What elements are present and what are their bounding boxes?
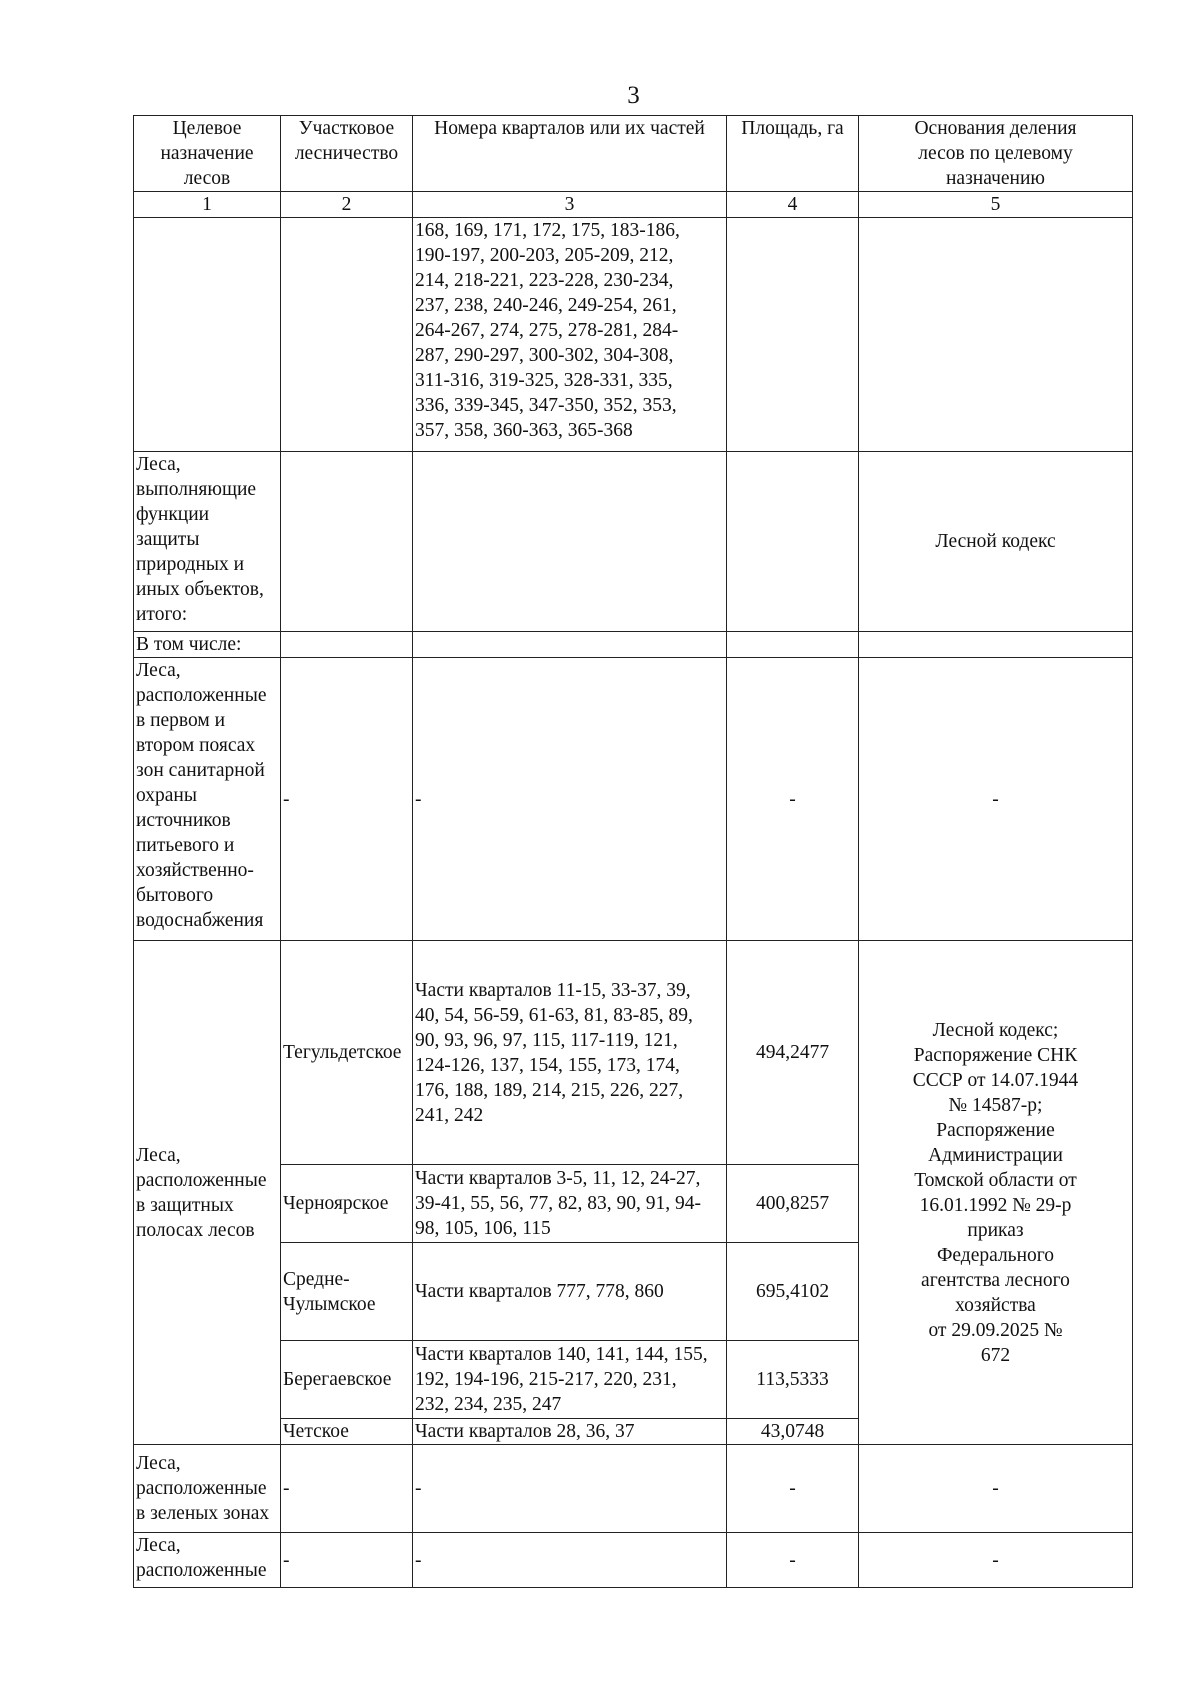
quarters-cell: Части кварталов 28, 36, 37 [413,1419,727,1445]
basis-cell: Лесной кодекс [859,452,1133,632]
quarters-cell: Части кварталов 3-5, 11, 12, 24-27, 39-41, 55, 56, 77, 82, 83, 90, 91, 94- 98, 105, 106, 115 [413,1165,727,1243]
basis-cell: - [859,1445,1133,1533]
forestry-cell: - [281,658,413,941]
quarters-cell: - [413,658,727,941]
basis-cell: - [859,1533,1133,1588]
header-basis: Основания деления лесов по целевому назначению [859,116,1133,192]
quarters-cell [413,632,727,658]
quarters-cell: 168, 169, 171, 172, 175, 183-186, 190-197, 200-203, 205-209, 212, 214, 218-221, 223-228, 230-234, 237, 238, 240-246, 249-254, 261, 264-267, 274, 275, 278-281, 284- 287, 290-297, 300-302, 304-308, 311-316, 319-325, 328-331, 335, 336, 339-345, 347-350, 352, 353, 357, 358, 360-363, 365-368 [413,218,727,452]
page-number: 3 [627,82,640,109]
area-cell: 400,8257 [727,1165,859,1243]
forestry-cell [281,452,413,632]
quarters-cell: Части кварталов 777, 778, 860 [413,1243,727,1341]
column-number: 3 [413,192,727,218]
forestry-cell: - [281,1445,413,1533]
quarters-cell [413,452,727,632]
forestry-cell: Средне- Чулымское [281,1243,413,1341]
area-cell [727,632,859,658]
forestry-cell [281,632,413,658]
column-number: 4 [727,192,859,218]
area-cell: - [727,1533,859,1588]
table-row [134,1533,1133,1588]
area-cell: 695,4102 [727,1243,859,1341]
forestry-cell: Черноярское [281,1165,413,1243]
forestry-cell: - [281,1533,413,1588]
quarters-cell: Части кварталов 140, 141, 144, 155, 192, 194-196, 215-217, 220, 231, 232, 234, 235, 247 [413,1341,727,1419]
header-area: Площадь, га [727,116,859,192]
purpose-cell: Леса, расположенные [134,1533,281,1588]
table-header-row [134,116,1133,192]
forest-purpose-table [133,115,1133,1588]
table-row [134,1445,1133,1533]
table-row [134,658,1133,941]
purpose-cell: Леса, выполняющие функции защиты природных и иных объектов, итого: [134,452,281,632]
basis-cell: - [859,658,1133,941]
table-row [134,218,1133,452]
quarters-cell: Части кварталов 11-15, 33-37, 39, 40, 54, 56-59, 61-63, 81, 83-85, 89, 90, 93, 96, 97, 115, 117-119, 121, 124-126, 137, 154, 155, 173, 174, 176, 188, 189, 214, 215, 226, 227, 241, 242 [413,941,727,1165]
forestry-cell: Четское [281,1419,413,1445]
purpose-cell [134,218,281,452]
quarters-cell: - [413,1533,727,1588]
basis-cell [859,632,1133,658]
area-cell: - [727,658,859,941]
table-row [134,452,1133,632]
basis-cell [859,218,1133,452]
area-cell: 113,5333 [727,1341,859,1419]
table-row [134,632,1133,658]
area-cell: 43,0748 [727,1419,859,1445]
forestry-cell: Берегаевское [281,1341,413,1419]
column-number: 2 [281,192,413,218]
header-quarters: Номера кварталов или их частей [413,116,727,192]
area-cell [727,452,859,632]
quarters-cell: - [413,1445,727,1533]
purpose-cell: Леса, расположенные в защитных полосах лесов [134,941,281,1445]
purpose-cell: В том числе: [134,632,281,658]
column-number-row [134,192,1133,218]
forestry-cell: Тегульдетское [281,941,413,1165]
area-cell: 494,2477 [727,941,859,1165]
area-cell [727,218,859,452]
purpose-cell: Леса, расположенные в зеленых зонах [134,1445,281,1533]
header-purpose: Целевое назначение лесов [134,116,281,192]
column-number: 5 [859,192,1133,218]
table-row [134,941,1133,1165]
column-number: 1 [134,192,281,218]
forestry-cell [281,218,413,452]
area-cell: - [727,1445,859,1533]
header-forestry: Участковое лесничество [281,116,413,192]
basis-cell: Лесной кодекс; Распоряжение СНК СССР от 14.07.1944 № 14587-р; Распоряжение Администрации Томской области от 16.01.1992 № 29-р приказ Федерального агентства лесного хозяйства от 29.09.2025 № 672 [859,941,1133,1445]
purpose-cell: Леса, расположенные в первом и втором поясах зон санитарной охраны источников питьевого и хозяйственно- бытового водоснабжения [134,658,281,941]
